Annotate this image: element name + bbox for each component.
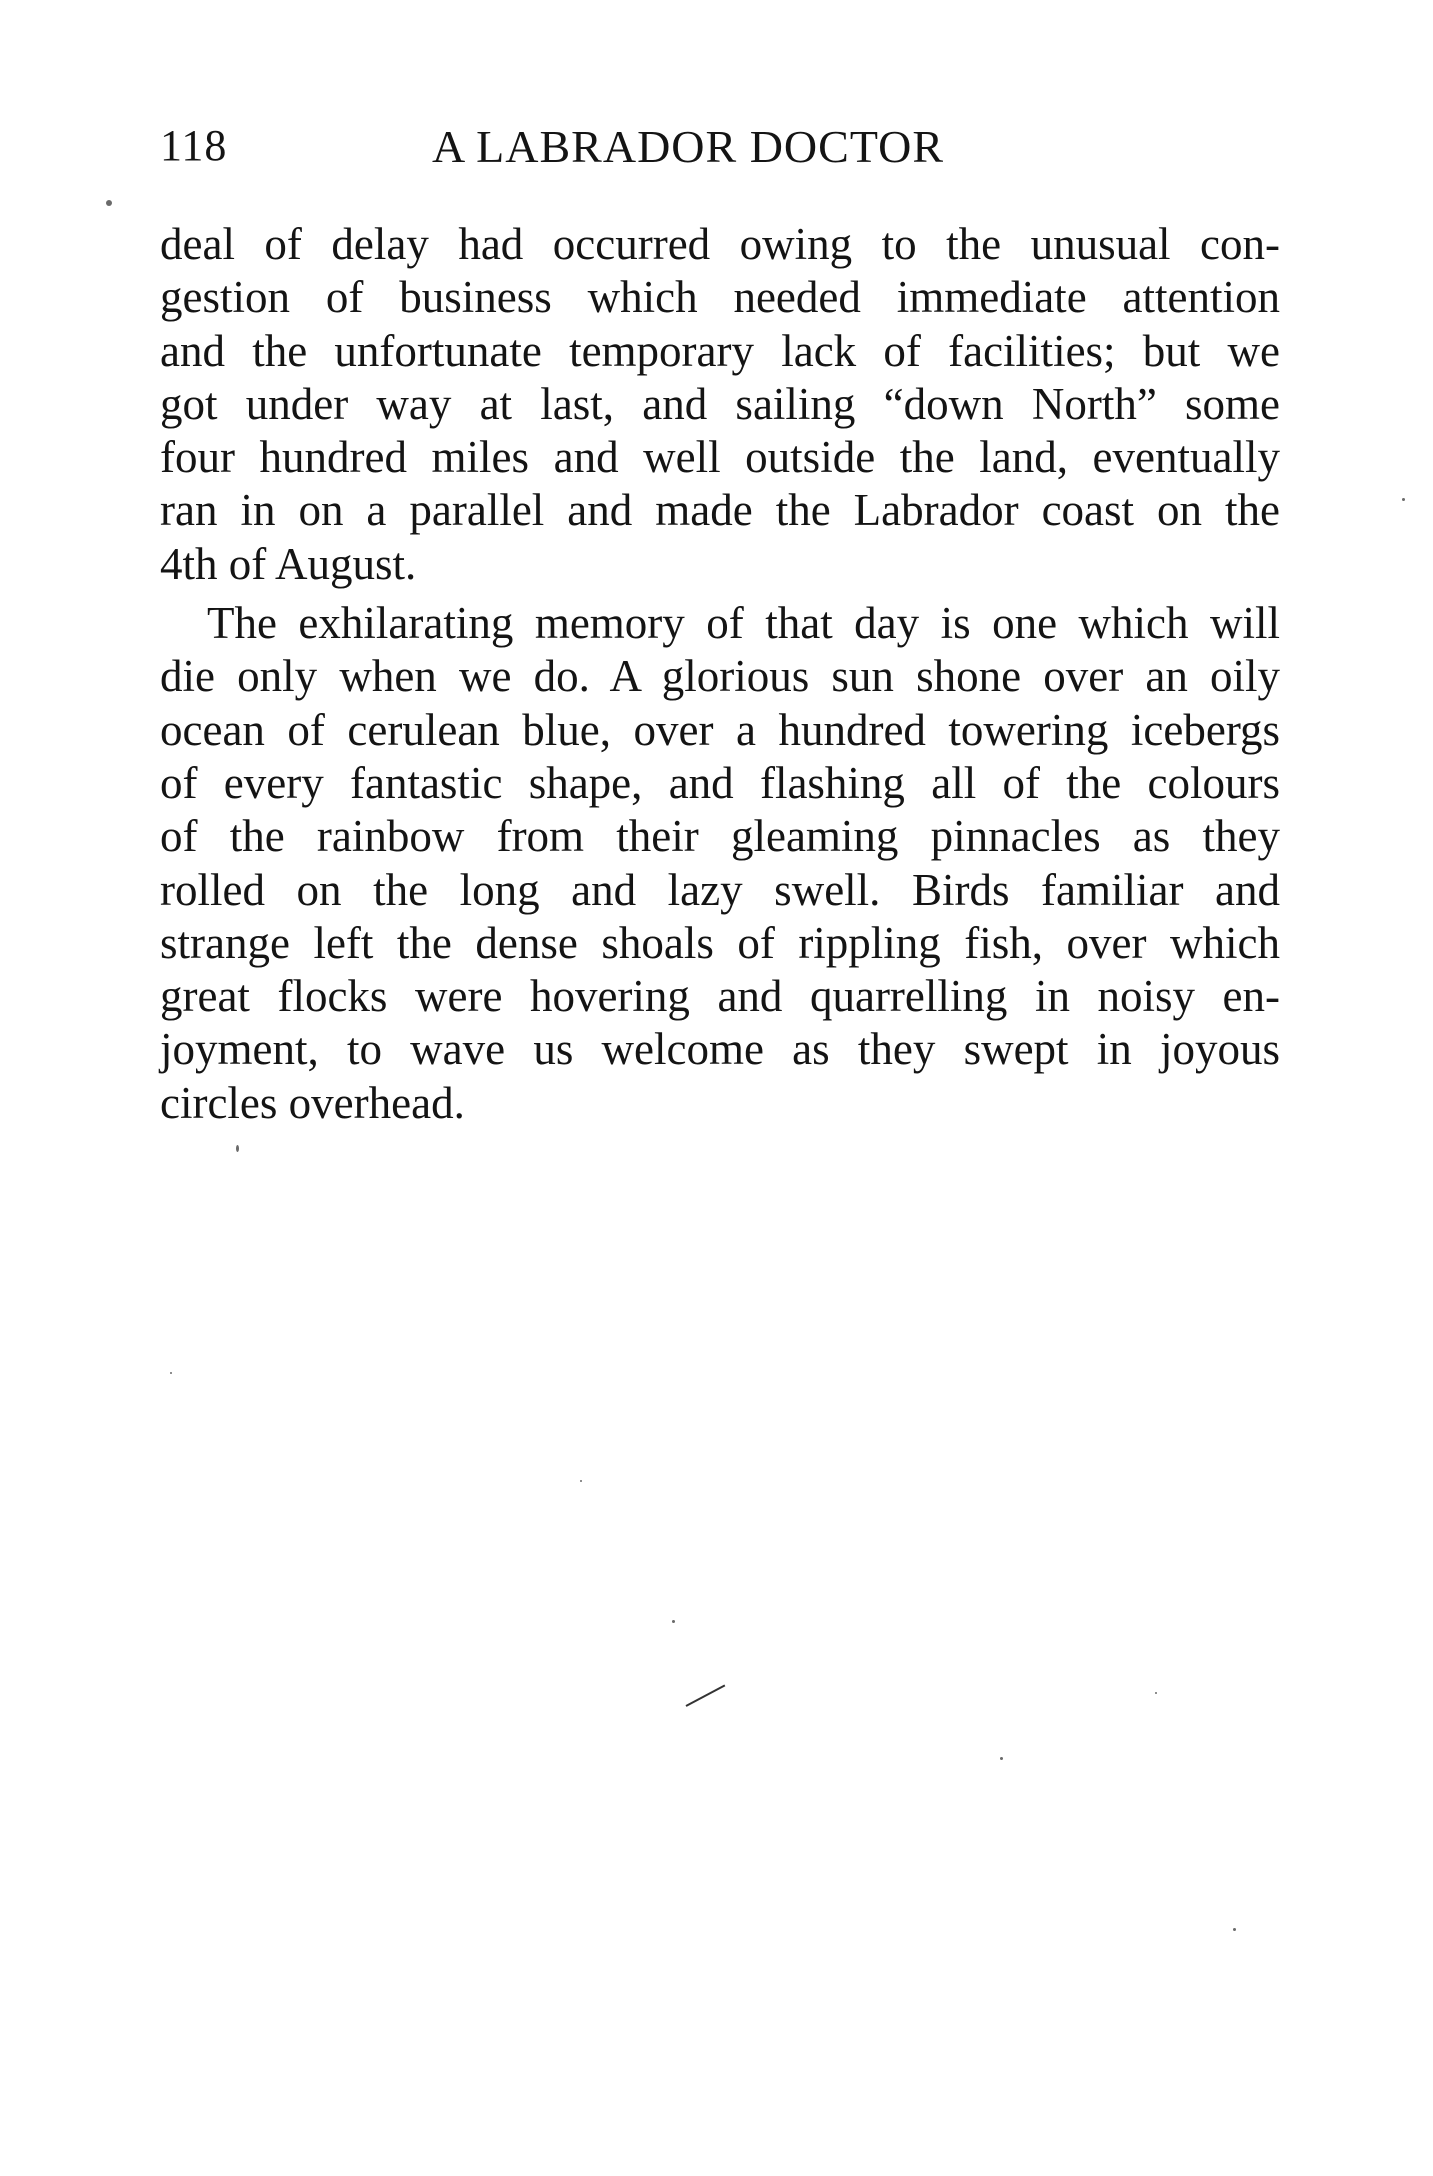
scan-speck — [1233, 1928, 1236, 1931]
text-line: four hundred miles and well outside the land, eventually — [160, 432, 1280, 483]
text-line: ran in on a parallel and made the Labrador coast on the — [160, 485, 1280, 536]
scan-scratch — [686, 1684, 726, 1706]
text-line: strange left the dense shoals of rippling fish, over which — [160, 917, 1280, 968]
text-line: of the rainbow from their gleaming pinnacles as they — [160, 811, 1280, 862]
page-number: 118 — [160, 121, 228, 170]
running-title: A LABRADOR DOCTOR — [432, 121, 944, 172]
text-line: joyment, to wave us welcome as they swept in joyous — [160, 1024, 1280, 1075]
text-line: of every fantastic shape, and flashing all of the colours — [160, 757, 1280, 808]
text-line: and the unfortunate temporary lack of facilities; but we — [160, 325, 1280, 376]
scan-speck — [580, 1480, 582, 1482]
scan-speck — [236, 1145, 239, 1152]
text-line: gestion of business which needed immediate attention — [160, 272, 1280, 323]
paragraph — [160, 597, 1280, 1130]
paragraph-continued — [160, 218, 1280, 591]
text-line: ocean of cerulean blue, over a hundred towering icebergs — [160, 704, 1280, 755]
text-line: got under way at last, and sailing “down North” some — [160, 378, 1280, 429]
scan-speck — [1000, 1757, 1003, 1760]
text-line: 4th of August. — [160, 538, 417, 589]
text-line: circles overhead. — [160, 1077, 465, 1128]
text-line: deal of delay had occurred owing to the unusual con- — [160, 219, 1280, 269]
text-line: great flocks were hovering and quarrelling in noisy en- — [160, 971, 1280, 1022]
body-text — [160, 218, 1280, 1130]
scan-speck — [106, 200, 112, 206]
scan-speck — [1155, 1692, 1157, 1694]
page-header — [160, 120, 1280, 180]
text-line: rolled on the long and lazy swell. Birds familiar and — [160, 864, 1280, 915]
scan-speck — [1402, 498, 1405, 501]
text-line: The exhilarating memory of that day is one which will — [207, 598, 1280, 649]
scan-speck — [170, 1372, 172, 1374]
scan-speck — [672, 1620, 675, 1623]
text-line: die only when we do. A glorious sun shone over an oily — [160, 651, 1280, 702]
